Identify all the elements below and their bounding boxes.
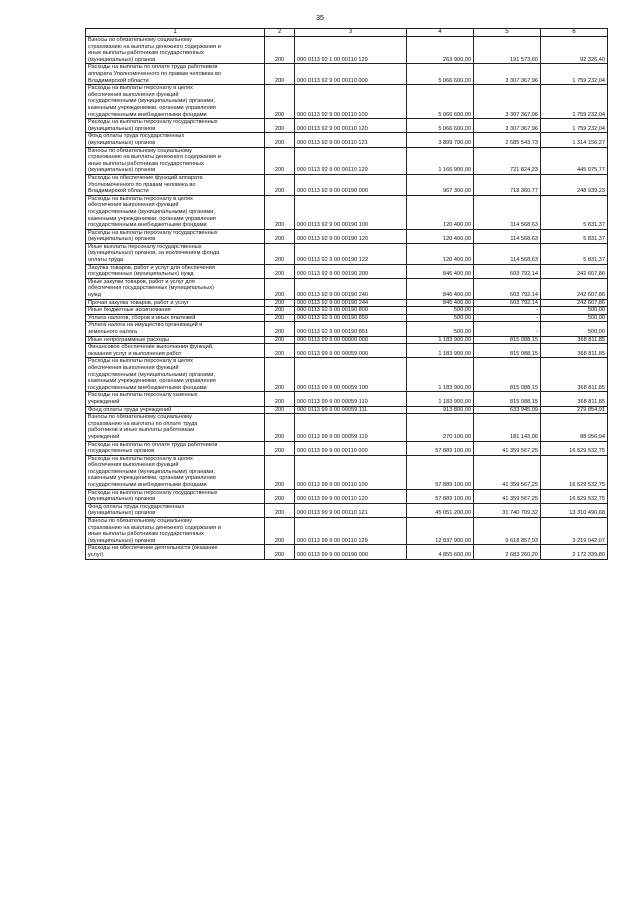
table-row xyxy=(86,147,608,174)
expense-name: Расходы на выплаты по оплате труда работников государственных органов xyxy=(86,441,265,455)
unexecuted-amount: 16 529 532,75 xyxy=(541,489,608,503)
budget-classification-code: 000 0113 92 9 00 00110 120 xyxy=(295,119,407,133)
table-row xyxy=(86,264,608,278)
line-code: 200 xyxy=(265,545,295,559)
page-number: 35 xyxy=(316,15,324,22)
line-code: 200 xyxy=(265,37,295,64)
expense-name: Взносы по обязательному социальному страхованию на выплаты денежного содержания и иные выплаты работникам государственных (муниципальных) органов xyxy=(86,147,265,174)
expense-name: Иные выплаты персоналу государственных (муниципальных) органов, за исключением фонда оплаты труда xyxy=(86,243,265,264)
executed-amount: 41 359 567,25 xyxy=(474,489,541,503)
unexecuted-amount: 368 811,85 xyxy=(541,344,608,358)
executed-amount: 181 143,06 xyxy=(474,414,541,441)
approved-amount: 500,00 xyxy=(407,314,474,322)
budget-execution-table xyxy=(85,28,608,560)
expense-name: Фонд оплаты труда учреждений xyxy=(86,406,265,414)
budget-classification-code: 000 0113 99 9 00 00059 110 xyxy=(295,392,407,406)
line-code: 200 xyxy=(265,518,295,545)
budget-classification-code: 000 0113 99 9 00 00110 120 xyxy=(295,489,407,503)
column-header: 6 xyxy=(541,29,608,37)
executed-amount: 815 088,15 xyxy=(474,392,541,406)
table-row xyxy=(86,119,608,133)
budget-classification-code: 000 0113 92 9 00 00190 000 xyxy=(295,174,407,195)
executed-amount: 603 792,14 xyxy=(474,278,541,299)
unexecuted-amount: 368 811,85 xyxy=(541,358,608,392)
budget-classification-code: 000 0113 99 9 00 00000 000 xyxy=(295,336,407,344)
expense-name: Иные бюджетные ассигнования xyxy=(86,307,265,315)
line-code: 200 xyxy=(265,503,295,517)
approved-amount: 120 400,00 xyxy=(407,243,474,264)
line-code: 200 xyxy=(265,344,295,358)
table-row xyxy=(86,37,608,64)
table-row xyxy=(86,489,608,503)
table-row xyxy=(86,85,608,119)
unexecuted-amount: 1 759 232,04 xyxy=(541,64,608,85)
table-row xyxy=(86,344,608,358)
line-code: 200 xyxy=(265,414,295,441)
line-code: 200 xyxy=(265,406,295,414)
executed-amount: 3 307 367,96 xyxy=(474,119,541,133)
budget-classification-code: 000 0113 99 9 00 00110 121 xyxy=(295,503,407,517)
approved-amount: 120 400,00 xyxy=(407,195,474,229)
expense-name: Иные непрограммные расходы xyxy=(86,336,265,344)
line-code: 200 xyxy=(265,489,295,503)
expense-name: Расходы на обеспечение деятельности (оказание услуг) xyxy=(86,545,265,559)
table-row xyxy=(86,441,608,455)
approved-amount: 5 066 600,00 xyxy=(407,119,474,133)
unexecuted-amount: 5 831,37 xyxy=(541,229,608,243)
line-code: 200 xyxy=(265,278,295,299)
executed-amount: - xyxy=(474,307,541,315)
budget-classification-code: 000 0113 92 9 00 00190 240 xyxy=(295,278,407,299)
table-row xyxy=(86,314,608,322)
approved-amount: 1 183 900,00 xyxy=(407,344,474,358)
approved-amount: 5 066 600,00 xyxy=(407,64,474,85)
column-number-row xyxy=(86,29,608,37)
table-row xyxy=(86,545,608,559)
executed-amount: 2 585 543,73 xyxy=(474,133,541,147)
budget-classification-code: 000 0113 99 9 00 00110 000 xyxy=(295,441,407,455)
executed-amount: 815 088,15 xyxy=(474,336,541,344)
table-row xyxy=(86,133,608,147)
approved-amount: 846 400,00 xyxy=(407,264,474,278)
executed-amount: 3 307 367,96 xyxy=(474,64,541,85)
column-header: 1 xyxy=(86,29,265,37)
table-row xyxy=(86,64,608,85)
approved-amount: 263 900,00 xyxy=(407,37,474,64)
unexecuted-amount: 1 314 156,27 xyxy=(541,133,608,147)
expense-name: Расходы на выплаты персоналу в целях обеспечения выполнения функций государственными (муниципальными) органами, казенными учреждениями, органами управления государственными внебюджетными фондами xyxy=(86,85,265,119)
executed-amount: 815 088,15 xyxy=(474,358,541,392)
expense-name: Иные закупки товаров, работ и услуг для обеспечения государственных (муниципальных) нужд xyxy=(86,278,265,299)
approved-amount: 120 400,00 xyxy=(407,229,474,243)
approved-amount: 1 183 900,00 xyxy=(407,358,474,392)
line-code: 200 xyxy=(265,358,295,392)
budget-classification-code: 000 0113 92 9 00 00110 121 xyxy=(295,133,407,147)
unexecuted-amount: 13 310 490,68 xyxy=(541,503,608,517)
table-row xyxy=(86,358,608,392)
approved-amount: 500,00 xyxy=(407,322,474,336)
budget-classification-code: 000 0113 92 9 00 00190 244 xyxy=(295,299,407,307)
approved-amount: 270 100,00 xyxy=(407,414,474,441)
unexecuted-amount: 5 831,37 xyxy=(541,243,608,264)
line-code: 200 xyxy=(265,174,295,195)
budget-classification-code: 000 0113 99 9 00 00059 111 xyxy=(295,406,407,414)
approved-amount: 57 889 100,00 xyxy=(407,455,474,489)
executed-amount: 114 568,63 xyxy=(474,229,541,243)
executed-amount: 3 307 367,96 xyxy=(474,85,541,119)
line-code: 200 xyxy=(265,229,295,243)
expense-name: Финансовое обеспечение выполнения функций, оказания услуг и выполнения работ xyxy=(86,344,265,358)
executed-amount: 41 359 567,25 xyxy=(474,455,541,489)
line-code: 200 xyxy=(265,195,295,229)
expense-name: Расходы на выплаты персоналу в целях обеспечения выполнения функций государственными (муниципальными) органами, казенными учреждениями, органами управления государственными внебюджетными фондами xyxy=(86,455,265,489)
budget-classification-code: 000 0113 99 9 00 00190 000 xyxy=(295,545,407,559)
executed-amount: 31 740 709,32 xyxy=(474,503,541,517)
expense-name: Закупка товаров, работ и услуг для обеспечения государственных (муниципальных) нужд xyxy=(86,264,265,278)
expense-name: Фонд оплаты труда государственных (муниципальных) органов xyxy=(86,503,265,517)
unexecuted-amount: 368 811,85 xyxy=(541,336,608,344)
table-row xyxy=(86,518,608,545)
table-row xyxy=(86,299,608,307)
budget-classification-code: 000 0113 99 9 00 00059 119 xyxy=(295,414,407,441)
table-row xyxy=(86,322,608,336)
approved-amount: 45 051 200,00 xyxy=(407,503,474,517)
expense-name: Прочая закупка товаров, работ и услуг xyxy=(86,299,265,307)
table-row xyxy=(86,243,608,264)
approved-amount: 4 855 600,00 xyxy=(407,545,474,559)
line-code: 200 xyxy=(265,307,295,315)
executed-amount: 114 568,63 xyxy=(474,243,541,264)
line-code: 200 xyxy=(265,133,295,147)
unexecuted-amount: 16 529 532,75 xyxy=(541,455,608,489)
column-header: 4 xyxy=(407,29,474,37)
budget-classification-code: 000 0113 92 9 00 00110 000 xyxy=(295,64,407,85)
expense-name: Взносы по обязательному социальному страхованию на выплаты денежного содержания и иные выплаты работникам государственных (муниципальных) органов xyxy=(86,518,265,545)
unexecuted-amount: 500,00 xyxy=(541,314,608,322)
table-row xyxy=(86,414,608,441)
executed-amount: - xyxy=(474,322,541,336)
table-row xyxy=(86,174,608,195)
executed-amount: 41 359 567,25 xyxy=(474,441,541,455)
table-row xyxy=(86,336,608,344)
budget-classification-code: 000 0113 99 9 00 00059 000 xyxy=(295,344,407,358)
unexecuted-amount: 242 607,86 xyxy=(541,278,608,299)
unexecuted-amount: 242 607,86 xyxy=(541,299,608,307)
unexecuted-amount: 2 172 339,80 xyxy=(541,545,608,559)
unexecuted-amount: 242 607,86 xyxy=(541,264,608,278)
expense-name: Уплата налога на имущество организаций и земельного налога xyxy=(86,322,265,336)
budget-classification-code: 000 0113 92 9 00 00190 850 xyxy=(295,314,407,322)
executed-amount: 9 618 857,93 xyxy=(474,518,541,545)
expense-name: Взносы по обязательному социальному страхованию на выплаты денежного содержания и иные выплаты работникам государственных (муниципальных) органов xyxy=(86,37,265,64)
budget-classification-code: 000 0113 99 9 00 00110 100 xyxy=(295,455,407,489)
executed-amount: 718 360,77 xyxy=(474,174,541,195)
expense-name: Расходы на выплаты персоналу государственных (муниципальных) органов xyxy=(86,229,265,243)
unexecuted-amount: 500,00 xyxy=(541,322,608,336)
table-row xyxy=(86,278,608,299)
executed-amount: 603 792,14 xyxy=(474,299,541,307)
executed-amount: - xyxy=(474,314,541,322)
unexecuted-amount: 279 854,91 xyxy=(541,406,608,414)
approved-amount: 5 066 600,00 xyxy=(407,85,474,119)
budget-classification-code: 000 0113 92 9 00 00190 800 xyxy=(295,307,407,315)
table-row xyxy=(86,455,608,489)
line-code: 200 xyxy=(265,264,295,278)
unexecuted-amount: 368 811,85 xyxy=(541,392,608,406)
approved-amount: 3 899 700,00 xyxy=(407,133,474,147)
line-code: 200 xyxy=(265,119,295,133)
approved-amount: 845 400,00 xyxy=(407,299,474,307)
executed-amount: 2 683 260,20 xyxy=(474,545,541,559)
line-code: 200 xyxy=(265,299,295,307)
unexecuted-amount: 5 831,37 xyxy=(541,195,608,229)
approved-amount: 57 889 100,00 xyxy=(407,489,474,503)
approved-amount: 846 400,00 xyxy=(407,278,474,299)
executed-amount: 191 573,60 xyxy=(474,37,541,64)
table-row xyxy=(86,195,608,229)
approved-amount: 500,00 xyxy=(407,307,474,315)
expense-name: Уплата налогов, сборов и иных платежей xyxy=(86,314,265,322)
approved-amount: 12 837 900,00 xyxy=(407,518,474,545)
expense-name: Расходы на выплаты персоналу в целях обеспечения выполнения функций государственными (муниципальными) органами, казенными учреждениями, органами управления государственными внебюджетными фондами xyxy=(86,195,265,229)
budget-classification-code: 000 0113 92 9 00 00190 851 xyxy=(295,322,407,336)
table-row xyxy=(86,307,608,315)
approved-amount: 57 889 100,00 xyxy=(407,441,474,455)
budget-classification-code: 000 0113 92 9 00 00110 100 xyxy=(295,85,407,119)
approved-amount: 1 183 900,00 xyxy=(407,392,474,406)
executed-amount: 721 824,23 xyxy=(474,147,541,174)
expense-name: Расходы на выплаты персоналу государственных (муниципальных) органов xyxy=(86,119,265,133)
unexecuted-amount: 1 759 232,04 xyxy=(541,119,608,133)
unexecuted-amount: 248 939,23 xyxy=(541,174,608,195)
table-row xyxy=(86,406,608,414)
budget-classification-code: 000 0113 92 9 00 00190 122 xyxy=(295,243,407,264)
expense-name: Расходы на обеспечение функций аппарата Уполномоченного по правам человека во Владимирской области xyxy=(86,174,265,195)
table-row xyxy=(86,392,608,406)
line-code: 200 xyxy=(265,147,295,174)
executed-amount: 114 568,63 xyxy=(474,195,541,229)
budget-classification-code: 000 0113 92 9 00 00190 200 xyxy=(295,264,407,278)
expense-name: Фонд оплаты труда государственных (муниципальных) органов xyxy=(86,133,265,147)
approved-amount: 913 800,00 xyxy=(407,406,474,414)
unexecuted-amount: 92 326,40 xyxy=(541,37,608,64)
budget-classification-code: 000 0113 92 9 00 00190 100 xyxy=(295,195,407,229)
unexecuted-amount: 500,00 xyxy=(541,307,608,315)
approved-amount: 1 166 900,00 xyxy=(407,147,474,174)
column-header: 5 xyxy=(474,29,541,37)
approved-amount: 967 300,00 xyxy=(407,174,474,195)
budget-classification-code: 000 0113 99 9 00 00059 100 xyxy=(295,358,407,392)
column-header: 3 xyxy=(295,29,407,37)
unexecuted-amount: 3 219 042,07 xyxy=(541,518,608,545)
line-code: 200 xyxy=(265,314,295,322)
unexecuted-amount: 88 956,94 xyxy=(541,414,608,441)
expense-name: Расходы на выплаты персоналу в целях обеспечения выполнения функций государственными (муниципальными) органами, казенными учреждениями, органами управления государственными внебюджетными фондами xyxy=(86,358,265,392)
executed-amount: 815 088,15 xyxy=(474,344,541,358)
expense-name: Взносы по обязательному социальному страхованию на выплаты по оплате труда работников и иные выплаты работникам учреждений xyxy=(86,414,265,441)
executed-amount: 633 945,09 xyxy=(474,406,541,414)
line-code: 200 xyxy=(265,243,295,264)
column-header: 2 xyxy=(265,29,295,37)
line-code: 200 xyxy=(265,336,295,344)
executed-amount: 603 792,14 xyxy=(474,264,541,278)
line-code: 200 xyxy=(265,322,295,336)
approved-amount: 1 183 900,00 xyxy=(407,336,474,344)
line-code: 200 xyxy=(265,85,295,119)
line-code: 200 xyxy=(265,64,295,85)
line-code: 200 xyxy=(265,455,295,489)
table-row xyxy=(86,503,608,517)
expense-name: Расходы на выплаты персоналу государственных (муниципальных) органов xyxy=(86,489,265,503)
budget-classification-code: 000 0113 92 9 00 00110 129 xyxy=(295,147,407,174)
expense-name: Расходы на выплаты по оплате труда работников аппарата Уполномоченного по правам человека во Владимирской области xyxy=(86,64,265,85)
unexecuted-amount: 1 759 232,04 xyxy=(541,85,608,119)
line-code: 200 xyxy=(265,441,295,455)
table-row xyxy=(86,229,608,243)
budget-classification-code: 000 0113 92 9 00 00190 120 xyxy=(295,229,407,243)
expense-name: Расходы на выплаты персоналу казенных учреждений xyxy=(86,392,265,406)
budget-classification-code: 000 0113 92 1 00 00110 129 xyxy=(295,37,407,64)
budget-classification-code: 000 0113 99 9 00 00110 129 xyxy=(295,518,407,545)
line-code: 200 xyxy=(265,392,295,406)
unexecuted-amount: 16 529 532,75 xyxy=(541,441,608,455)
unexecuted-amount: 445 075,77 xyxy=(541,147,608,174)
